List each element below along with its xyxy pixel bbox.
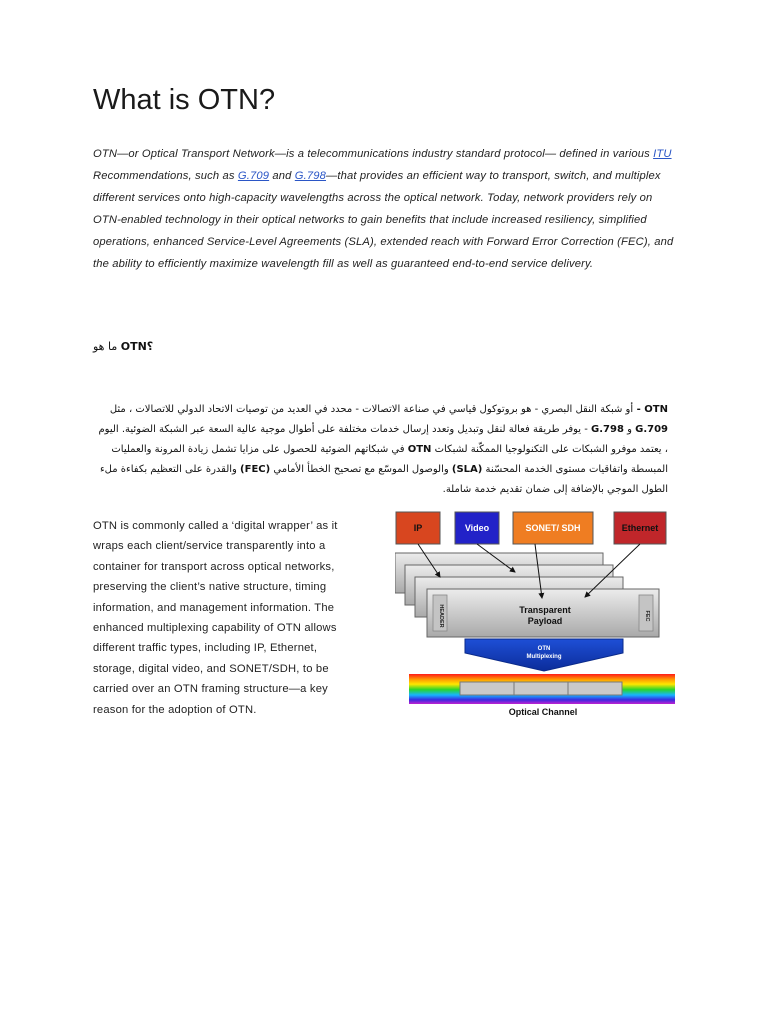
arabic-g709: G.709: [635, 424, 668, 435]
intro-text-4: —that provides an efficient way to transport, switch, and multiplex different services onto high-capacity wavelengths across the optical network. Today, network providers rely on OTN-enabled technology in their optical networks to gain benefits that include increased resiliency, simplified operations, enhanced Service-Level Agreements (SLA), extended reach with Forward Error Correction (FEC), and the ability to efficiently maximize wavelength fill as well as guaranteed end-to-end service delivery.: [93, 170, 674, 270]
arabic-text-5: والقدرة على التعظيم بكفاءة ملء الطول الموجي بالإضافة إلى ضمان تقديم خدمة شاملة.: [99, 464, 668, 495]
arabic-g798: G.798: [591, 424, 624, 435]
arabic-otn-term-2: OTN: [407, 444, 432, 455]
page-title: What is OTN?: [93, 84, 276, 116]
arabic-heading-question: ما هو: [93, 340, 121, 353]
payload-label-line1: Transparent: [519, 605, 571, 615]
arabic-heading: [93, 340, 153, 353]
ethernet-label: Ethernet: [621, 523, 659, 533]
g798-link[interactable]: G.798: [294, 170, 327, 182]
intro-paragraph: [93, 143, 678, 275]
intro-text-1: OTN—or Optical Transport Network—is a telecommunications industry standard protocol— defined in various: [93, 148, 654, 160]
sonet-sdh-label: SONET/ SDH: [525, 523, 581, 533]
intro-text-2: Recommendations, such as: [93, 170, 238, 182]
mux-label-line2: Multiplexing: [526, 654, 562, 660]
payload-label-line2: Payload: [527, 616, 563, 626]
video-label: Video: [464, 523, 490, 533]
arabic-text-4: والوصول الموسّع مع تصحيح الخطأ الأمامي: [270, 464, 452, 475]
arabic-otn-term: OTN -: [633, 404, 668, 415]
arabic-paragraph: [93, 400, 668, 500]
mux-label-line1: OTN: [537, 646, 551, 652]
arabic-sla: (SLA): [451, 464, 483, 475]
arabic-text-3: في شبكاتهم الضوئية للحصول على مزايا تشمل زيادة المرونة والعمليات المبسطة واتفاقيات مستوى الخدمة المحسّنة: [111, 444, 668, 475]
arabic-text-1: أو شبكة النقل البصري - هو بروتوكول قياسي في صناعة الاتصالات - محدد في العديد من توصيات الاتحاد الدولي للاتصالات ، مثل: [109, 404, 634, 415]
fec-label: FEC: [644, 610, 650, 622]
optical-channel-frames: [460, 682, 622, 695]
otn-diagram: [395, 505, 677, 720]
otn-description: OTN is commonly called a ‘digital wrapper’ as it wraps each client/service transparently into a container for transport across optical networks, preserving the client’s native structure, timing information, and management information. The enhanced multiplexing capability of OTN allows different traffic types, including IP, Ethernet, storage, digital video, and SONET/SDH, to be carried over an OTN framing structure—a key reason for the adoption of OTN.: [93, 520, 338, 716]
arabic-heading-mark: ؟: [146, 340, 154, 353]
intro-text-3: and: [269, 170, 295, 182]
arabic-text-2: - يوفر طريقة فعالة لنقل وتبديل وتعدد إرسال خدمات مختلفة على أطوال موجية عالية السعة عبر الشبكة الضوئية. اليوم ، يعتمد موفرو الشبكات على التكنولوجيا الممكّنة لشبكات: [98, 424, 668, 455]
itu-link[interactable]: ITU: [653, 148, 672, 160]
g709-link[interactable]: G.709: [237, 170, 270, 182]
optical-channel-label: Optical Channel: [508, 707, 578, 717]
arabic-fec: (FEC): [240, 464, 271, 475]
ip-label: IP: [413, 523, 423, 533]
header-label: HEADER: [438, 604, 444, 628]
arabic-heading-term: OTN: [120, 340, 147, 353]
arabic-and: و: [623, 424, 636, 435]
